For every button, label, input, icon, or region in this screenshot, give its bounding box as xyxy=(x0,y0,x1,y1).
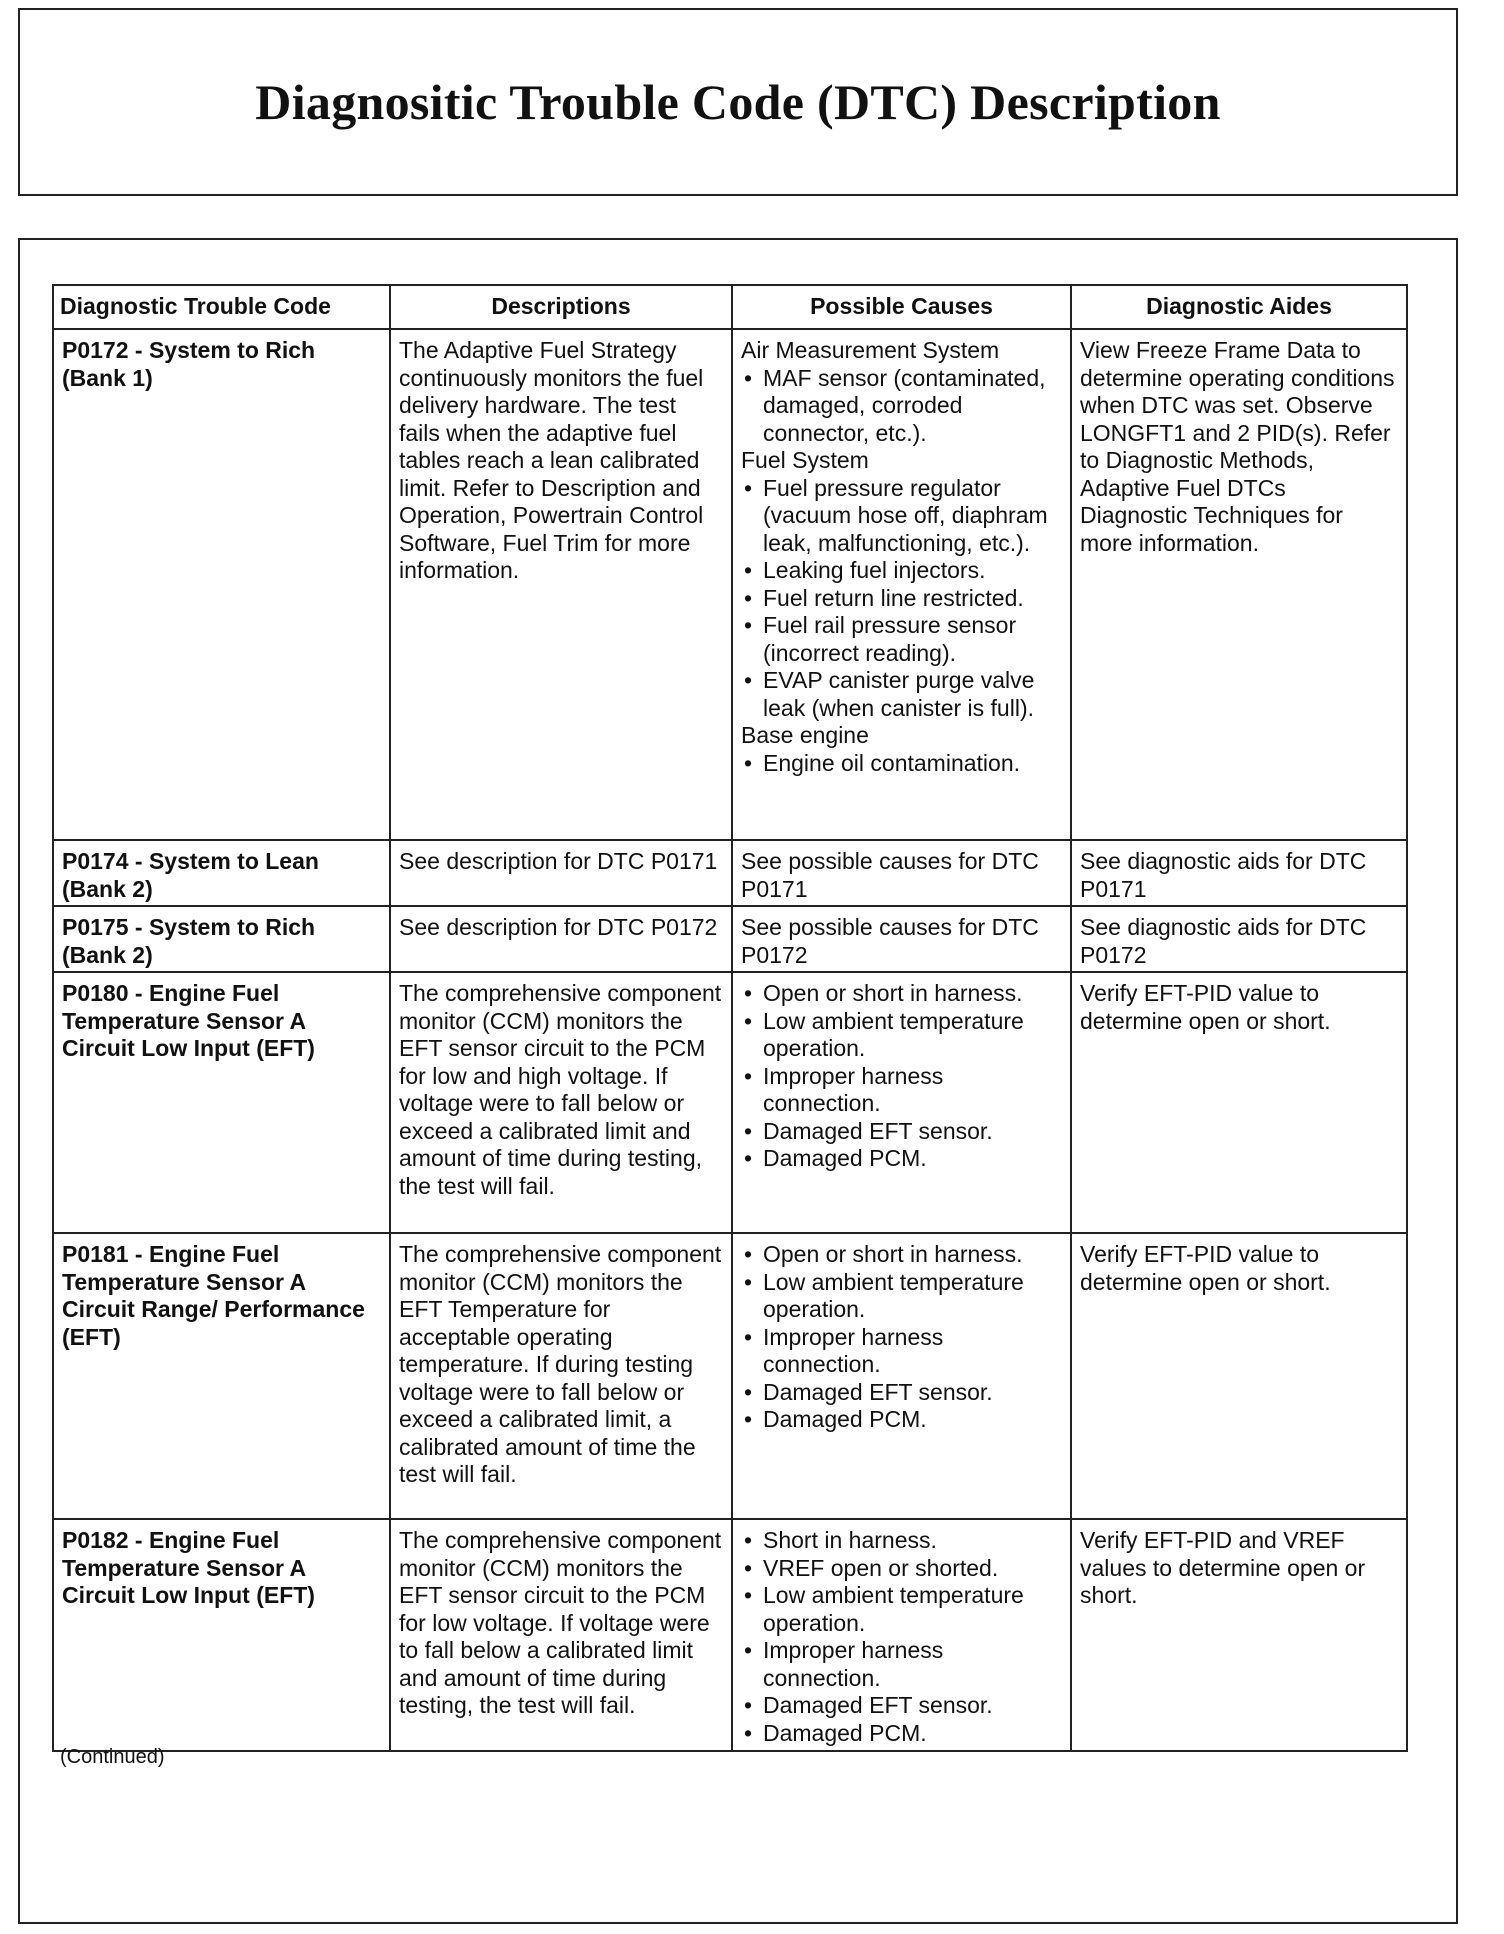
header-code: Diagnostic Trouble Code xyxy=(53,285,390,329)
dtc-code: P0174 - System to Lean (Bank 2) xyxy=(53,840,390,906)
dtc-code: P0182 - Engine Fuel Temperature Sensor A Circuit Low Input (EFT) xyxy=(53,1519,390,1751)
dtc-description: The comprehensive component monitor (CCM) monitors the EFT sensor circuit to the PCM for low voltage. If voltage were to fall below a calibrated limit and amount of time during testing, the test will fail. xyxy=(390,1519,732,1751)
dtc-description: See description for DTC P0172 xyxy=(390,906,732,972)
cause-bullet: • Improper harness connection. xyxy=(741,1324,1062,1379)
dtc-code: P0181 - Engine Fuel Temperature Sensor A Circuit Range/ Performance (EFT) xyxy=(53,1233,390,1519)
cause-bullet: • EVAP canister purge valve leak (when canister is full). xyxy=(741,667,1062,722)
dtc-aides: See diagnostic aids for DTC P0171 xyxy=(1071,840,1407,906)
dtc-causes xyxy=(732,1519,1071,1751)
cause-heading: Air Measurement System xyxy=(741,337,1000,363)
cause-bullet: • Improper harness connection. xyxy=(741,1063,1062,1118)
dtc-aides: Verify EFT-PID value to determine open or short. xyxy=(1071,1233,1407,1519)
cause-bullet: • Low ambient temperature operation. xyxy=(741,1008,1062,1063)
cause-heading: Base engine xyxy=(741,722,869,748)
dtc-aides: Verify EFT-PID and VREF values to determine open or short. xyxy=(1071,1519,1407,1751)
cause-bullet: • VREF open or shorted. xyxy=(741,1555,1062,1583)
cause-bullet: • MAF sensor (contaminated, damaged, corroded connector, etc.). xyxy=(741,365,1062,448)
table-row xyxy=(53,1519,1407,1751)
dtc-aides: See diagnostic aids for DTC P0172 xyxy=(1071,906,1407,972)
table-row xyxy=(53,329,1407,840)
cause-bullet: • Fuel pressure regulator (vacuum hose off, diaphram leak, malfunctioning, etc.). xyxy=(741,475,1062,558)
cause-bullet: • Damaged EFT sensor. xyxy=(741,1379,1062,1407)
cause-bullet: • Damaged EFT sensor. xyxy=(741,1118,1062,1146)
table-row xyxy=(53,972,1407,1233)
table-row xyxy=(53,1233,1407,1519)
dtc-description: The comprehensive component monitor (CCM) monitors the EFT Temperature for acceptable operating temperature. If during testing voltage were to fall below or exceed a calibrated limit, a calibrated amount of time the test will fail. xyxy=(390,1233,732,1519)
dtc-causes: See possible causes for DTC P0171 xyxy=(732,840,1071,906)
cause-bullet: • Short in harness. xyxy=(741,1527,1062,1555)
dtc-aides: Verify EFT-PID value to determine open or short. xyxy=(1071,972,1407,1233)
dtc-code: P0175 - System to Rich (Bank 2) xyxy=(53,906,390,972)
header-causes: Possible Causes xyxy=(732,285,1071,329)
dtc-causes xyxy=(732,1233,1071,1519)
dtc-aides: View Freeze Frame Data to determine operating conditions when DTC was set. Observe LONGFT1 and 2 PID(s). Refer to Diagnostic Methods, Adaptive Fuel DTCs Diagnostic Techniques for more information. xyxy=(1071,329,1407,840)
dtc-description: See description for DTC P0171 xyxy=(390,840,732,906)
dtc-table xyxy=(52,284,1408,1752)
cause-bullet: • Low ambient temperature operation. xyxy=(741,1269,1062,1324)
cause-bullet: • Engine oil contamination. xyxy=(741,750,1062,778)
table-row xyxy=(53,906,1407,972)
dtc-description: The comprehensive component monitor (CCM) monitors the EFT sensor circuit to the PCM for low and high voltage. If voltage were to fall below or exceed a calibrated limit and amount of time during testing, the test will fail. xyxy=(390,972,732,1233)
continued-note: (Continued) xyxy=(60,1746,165,1768)
cause-bullet: • Fuel rail pressure sensor (incorrect reading). xyxy=(741,612,1062,667)
header-aides: Diagnostic Aides xyxy=(1071,285,1407,329)
dtc-description: The Adaptive Fuel Strategy continuously monitors the fuel delivery hardware. The test fails when the adaptive fuel tables reach a lean calibrated limit. Refer to Description and Operation, Powertrain Control Software, Fuel Trim for more information. xyxy=(390,329,732,840)
cause-bullet: • Damaged PCM. xyxy=(741,1720,1062,1748)
table-row xyxy=(53,840,1407,906)
cause-bullet: • Improper harness connection. xyxy=(741,1637,1062,1692)
title-box xyxy=(18,8,1458,196)
page-title: Diagnositic Trouble Code (DTC) Description xyxy=(255,74,1221,130)
dtc-causes xyxy=(732,972,1071,1233)
cause-bullet: • Low ambient temperature operation. xyxy=(741,1582,1062,1637)
cause-bullet: • Damaged PCM. xyxy=(741,1145,1062,1173)
cause-bullet: • Damaged PCM. xyxy=(741,1406,1062,1434)
dtc-code: P0180 - Engine Fuel Temperature Sensor A Circuit Low Input (EFT) xyxy=(53,972,390,1233)
cause-bullet: • Damaged EFT sensor. xyxy=(741,1692,1062,1720)
cause-bullet: • Leaking fuel injectors. xyxy=(741,557,1062,585)
cause-bullet: • Open or short in harness. xyxy=(741,1241,1062,1269)
cause-heading: Fuel System xyxy=(741,447,869,473)
header-descriptions: Descriptions xyxy=(390,285,732,329)
header-row xyxy=(53,285,1407,329)
cause-bullet: • Open or short in harness. xyxy=(741,980,1062,1008)
cause-bullet: • Fuel return line restricted. xyxy=(741,585,1062,613)
dtc-causes: See possible causes for DTC P0172 xyxy=(732,906,1071,972)
dtc-causes xyxy=(732,329,1071,840)
dtc-code: P0172 - System to Rich (Bank 1) xyxy=(53,329,390,840)
